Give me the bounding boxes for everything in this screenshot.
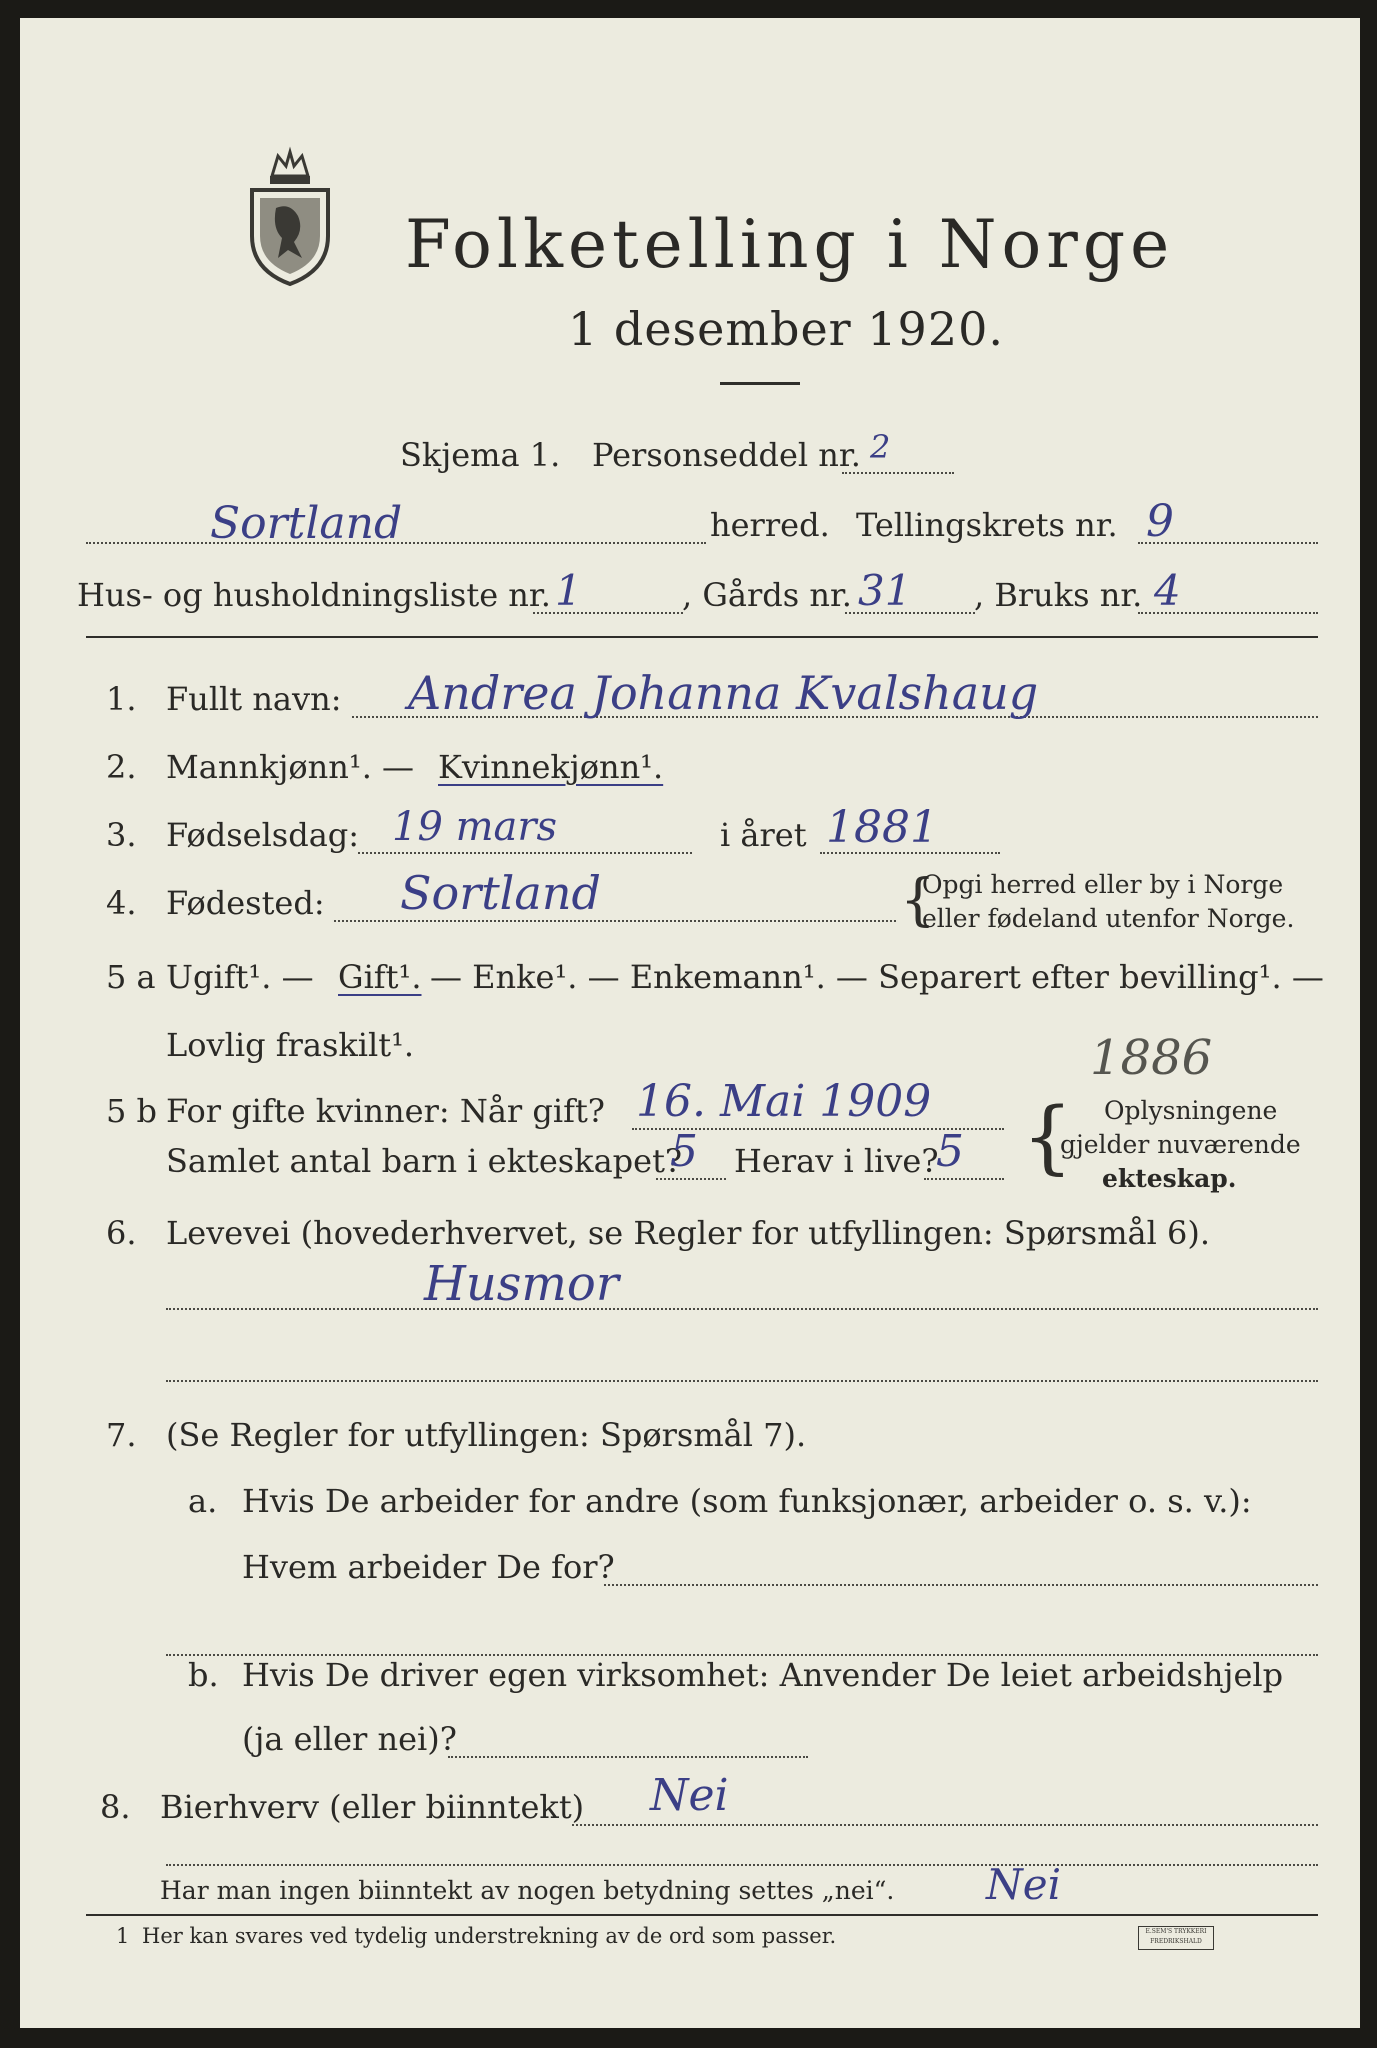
q5a-gift-option: Gift¹. [338, 958, 422, 996]
q5a-number: 5 a [106, 958, 156, 996]
q5b-alive-label: Herav i live? [734, 1142, 939, 1180]
q5b-note-line3: ekteskap. [1102, 1164, 1237, 1193]
personseddel-value: 2 [870, 428, 891, 466]
coat-of-arms-icon [242, 146, 338, 288]
q7b-question: (ja eller nei)? [242, 1720, 457, 1758]
footer-note: Har man ingen biinntekt av nogen betydning settes „nei“. [160, 1876, 895, 1905]
q1-number: 1. [106, 680, 137, 718]
footer-note-value: Nei [986, 1860, 1062, 1909]
husliste-value: 1 [555, 566, 582, 615]
q3-year-label: i året [720, 816, 807, 854]
q7b-text: Hvis De driver egen virksomhet: Anvender De leiet arbeidshjelp [242, 1656, 1284, 1694]
q2-male-option: Mannkjønn¹. — [166, 748, 415, 786]
q3-number: 3. [106, 816, 137, 854]
bruks-label: , Bruks nr. [974, 576, 1143, 614]
q6-number: 6. [106, 1214, 137, 1252]
gards-label: , Gårds nr. [682, 576, 852, 614]
q5b-note-line1: Oplysningene [1104, 1096, 1278, 1125]
q5b-label: For gifte kvinner: Når gift? [166, 1092, 605, 1130]
q4-note-line2: eller fødeland utenfor Norge. [922, 904, 1295, 933]
bruks-value: 4 [1154, 566, 1181, 615]
q5a-other-options: — Enke¹. — Enkemann¹. — Separert efter bevilling¹. — [430, 958, 1324, 996]
occupation-value: Husmor [424, 1256, 619, 1312]
q5b-children-label: Samlet antal barn i ekteskapet? [166, 1142, 683, 1180]
marriage-date-value: 16. Mai 1909 [636, 1076, 932, 1127]
header-rule [86, 636, 1318, 638]
q8-label: Bierhverv (eller biinntekt) [160, 1788, 585, 1826]
title-divider [720, 382, 800, 385]
q7b-letter: b. [188, 1656, 219, 1694]
personseddel-label: Personseddel nr. [592, 436, 861, 474]
q4-number: 4. [106, 884, 137, 922]
tellingskrets-value: 9 [1146, 496, 1174, 547]
gards-value: 31 [858, 566, 912, 615]
q7a-letter: a. [188, 1482, 218, 1520]
q2-number: 2. [106, 748, 137, 786]
q5b-note-line2: gjelder nuværende [1060, 1130, 1301, 1159]
q5a-fraskilt-option: Lovlig fraskilt¹. [166, 1026, 415, 1064]
census-form: Folketelling i Norge 1 desember 1920. Skjema 1. Personseddel nr. 2 Sortland herred. Tellingskrets nr. 9 Hus- og husholdningsliste nr. 1 , Gårds nr. 31 , Bruks nr. 4 1. Fullt navn: Andrea Johanna Kvalshaug 2. Mannkjønn¹. — Kvinnekjønn¹. 3. Fødselsdag: 19 mars i året 1881 4. Fødested: Sortland { Opgi herred eller by i Norge eller fødeland utenfor Norge. 5 a Ugift¹. — Gift¹. — Enke¹. — Enkemann¹. — Separert efter bevilling¹. — Lovlig fraskilt¹. 5 b For gifte kvinner: Når gift? 16. Mai 1909 1886 Samlet antal barn i ekteskapet? 5 Herav i live? 5 { Oplysningene gjelder nuværende ekteskap. 6. Levevei (hovederhvervet, se Regler for utfyllingen: Spørsmål 6). Husmor 7. (Se Regler for utfyllingen: Spørsmål 7). a. Hvis De arbeider for andre (som funksjonær, arbeider o. s. v.): Hvem arbeider De for? b. Hvis De driver egen virksomhet: Anvender De leiet arbeidshjelp (ja eller nei)? 8. Bierhverv (eller biinntekt) Nei Har man ingen biinntekt av nogen betydning settes „nei“. Nei 1 Her kan svares ved tydelig understrekning av de ord som passer. E.SEM'S TRYKKERI FREDRIKSHALD [20, 18, 1360, 2028]
q7a-question: Hvem arbeider De for? [242, 1548, 615, 1586]
birthplace-value: Sortland [400, 866, 601, 920]
q1-label: Fullt navn: [166, 680, 342, 718]
q2-female-option: Kvinnekjønn¹. [438, 748, 664, 786]
skjema-label: Skjema 1. [400, 436, 561, 474]
q5a-ugift-option: Ugift¹. — [166, 958, 314, 996]
side-income-value: Nei [650, 1770, 729, 1821]
birth-year-value: 1881 [826, 802, 938, 853]
q8-number: 8. [100, 1788, 131, 1826]
q7-label: (Se Regler for utfyllingen: Spørsmål 7). [166, 1416, 807, 1454]
tellingskrets-label: Tellingskrets nr. [856, 506, 1118, 544]
footer-rule [86, 1914, 1318, 1916]
census-date: 1 desember 1920. [568, 302, 1004, 356]
herred-value: Sortland [210, 498, 403, 549]
children-alive-value: 5 [936, 1126, 964, 1177]
children-count-value: 5 [670, 1126, 698, 1177]
printer-stamp: E.SEM'S TRYKKERI FREDRIKSHALD [1138, 1926, 1214, 1950]
marriage-year-note: 1886 [1090, 1030, 1213, 1086]
footnote-mark: 1 [116, 1924, 130, 1948]
q4-note-line1: Opgi herred eller by i Norge [922, 870, 1284, 899]
q3-label: Fødselsdag: [166, 816, 360, 854]
full-name-value: Andrea Johanna Kvalshaug [408, 666, 1039, 720]
footnote-text: Her kan svares ved tydelig understrekning av de ord som passer. [142, 1924, 837, 1948]
q7-number: 7. [106, 1416, 137, 1454]
q6-label: Levevei (hovederhvervet, se Regler for utfyllingen: Spørsmål 6). [166, 1214, 1211, 1252]
q7a-text: Hvis De arbeider for andre (som funksjonær, arbeider o. s. v.): [242, 1482, 1252, 1520]
q5b-number: 5 b [106, 1092, 158, 1130]
form-title: Folketelling i Norge [405, 206, 1175, 283]
husliste-label: Hus- og husholdningsliste nr. [77, 576, 551, 614]
q4-label: Fødested: [166, 884, 325, 922]
birthday-value: 19 mars [392, 804, 558, 850]
herred-label: herred. [710, 506, 830, 544]
